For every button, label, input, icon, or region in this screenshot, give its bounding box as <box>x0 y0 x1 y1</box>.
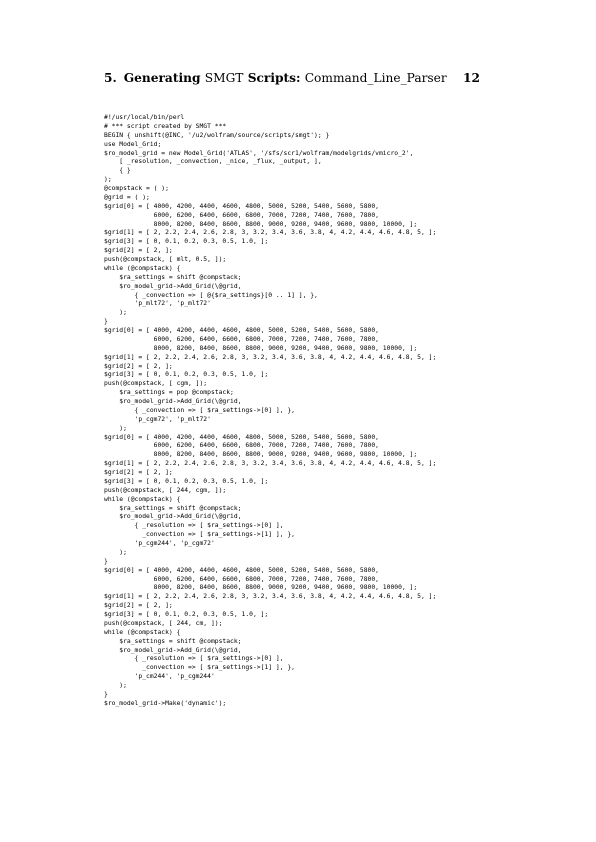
code-line: 6000, 6200, 6400, 6600, 6800, 7000, 7200, 7400, 7600, 7800, <box>104 442 379 450</box>
section-title-word: Generating <box>123 71 201 85</box>
code-line: $ro_model_grid = new Model_Grid('ATLAS', '/sfs/scr1/wolfram/modelgrids/vmicro_2', <box>104 149 414 157</box>
code-line: while (@compstack) { <box>104 628 181 636</box>
code-line: push(@compstack, [ 244, cgm, ]); <box>104 486 227 494</box>
page-number: 12 <box>463 71 480 85</box>
section-title-scripts: Scripts: <box>247 71 301 85</box>
code-line: 6000, 6200, 6400, 6600, 6800, 7000, 7200, 7400, 7600, 7800, <box>104 575 379 583</box>
section-number: 5. <box>104 71 117 85</box>
code-line: @grid = ( ); <box>104 193 150 201</box>
code-line: $grid[2] = [ 2, ]; <box>104 247 173 255</box>
code-line: $grid[3] = [ 0, 0.1, 0.2, 0.3, 0.5, 1.0, ]; <box>104 238 269 246</box>
code-line: { _resolution => [ $ra_settings->[0] ], <box>104 522 284 530</box>
code-line: while (@compstack) { <box>104 264 181 272</box>
code-line: # *** script created by SMGT *** <box>104 122 227 130</box>
code-line: 8000, 8200, 8400, 8600, 8800, 9000, 9200, 9400, 9600, 9800, 10000, ]; <box>104 584 418 592</box>
code-line: [ _resolution, _convection, _nice, _flux, _output, ], <box>104 158 322 166</box>
code-line: use Model_Grid; <box>104 140 162 148</box>
code-line: ); <box>104 424 127 432</box>
code-line: } <box>104 690 108 698</box>
code-line: $grid[0] = [ 4000, 4200, 4400, 4600, 4800, 5000, 5200, 5400, 5600, 5800, <box>104 566 379 574</box>
code-line: 6000, 6200, 6400, 6600, 6800, 7000, 7200, 7400, 7600, 7800, <box>104 335 379 343</box>
code-line: $grid[0] = [ 4000, 4200, 4400, 4600, 4800, 5000, 5200, 5400, 5600, 5800, <box>104 327 379 334</box>
code-line: ); <box>104 176 112 184</box>
code-line: } <box>104 557 108 565</box>
code-line: $grid[1] = [ 2, 2.2, 2.4, 2.6, 2.8, 3, 3.2, 3.4, 3.6, 3.8, 4, 4.2, 4.4, 4.6, 4.8, 5, ]; <box>104 353 437 361</box>
code-line: $ra_settings = shift @compstack; <box>104 637 242 645</box>
code-line: $ro_model_grid->Make('dynamic'); <box>104 699 227 707</box>
section-title-smgt: SMGT <box>204 71 244 85</box>
page-header <box>104 71 480 89</box>
code-line: $grid[1] = [ 2, 2.2, 2.4, 2.6, 2.8, 3, 3.2, 3.4, 3.6, 3.8, 4, 4.2, 4.4, 4.6, 4.8, 5, ]; <box>104 593 437 601</box>
code-line: _convection => [ $ra_settings->[1] ], }, <box>104 531 295 539</box>
code-line: 'p_cgm244', 'p_cgm72' <box>104 540 215 547</box>
code-line: ); <box>104 682 127 689</box>
perl-code-listing <box>104 114 496 709</box>
code-line: $grid[0] = [ 4000, 4200, 4400, 4600, 4800, 5000, 5200, 5400, 5600, 5800, <box>104 433 379 441</box>
code-line: } <box>104 318 108 326</box>
code-line: $grid[1] = [ 2, 2.2, 2.4, 2.6, 2.8, 3, 3.2, 3.4, 3.6, 3.8, 4, 4.2, 4.4, 4.6, 4.8, 5, ]; <box>104 460 437 468</box>
code-line: 8000, 8200, 8400, 8600, 8800, 9000, 9200, 9400, 9600, 9800, 10000, ]; <box>104 344 418 352</box>
code-line: $ro_model_grid->Add_Grid(\@grid, <box>104 646 242 654</box>
code-line: $grid[2] = [ 2, ]; <box>104 602 173 610</box>
code-line: @compstack = ( ); <box>104 185 169 192</box>
section-title <box>124 71 447 85</box>
section-title-parser: Command_Line_Parser <box>304 71 447 85</box>
code-line: #!/usr/local/bin/perl <box>104 114 185 121</box>
code-line: 6000, 6200, 6400, 6600, 6800, 7000, 7200, 7400, 7600, 7800, <box>104 211 379 219</box>
code-line: push(@compstack, [ mlt, 0.5, ]); <box>104 256 227 263</box>
code-line: ); <box>104 548 127 556</box>
code-line: BEGIN { unshift(@INC, '/u2/wolfram/source/scripts/smgt'); } <box>104 131 330 139</box>
code-line: $grid[3] = [ 0, 0.1, 0.2, 0.3, 0.5, 1.0, ]; <box>104 611 269 618</box>
code-line: $grid[0] = [ 4000, 4200, 4400, 4600, 4800, 5000, 5200, 5400, 5600, 5800, <box>104 202 379 210</box>
code-line: { } <box>104 167 131 175</box>
code-line: $grid[1] = [ 2, 2.2, 2.4, 2.6, 2.8, 3, 3.2, 3.4, 3.6, 3.8, 4, 4.2, 4.4, 4.6, 4.8, 5, ]; <box>104 229 437 237</box>
code-line: $ra_settings = pop @compstack; <box>104 389 234 397</box>
code-line: $ra_settings = shift @compstack; <box>104 273 242 281</box>
code-line: { _convection => [ @{$ra_settings}[0 .. 1] ], }, <box>104 291 318 299</box>
code-line: $grid[2] = [ 2, ]; <box>104 469 173 476</box>
code-line: while (@compstack) { <box>104 495 181 503</box>
code-line: $grid[2] = [ 2, ]; <box>104 362 173 370</box>
code-line: 8000, 8200, 8400, 8600, 8800, 9000, 9200, 9400, 9600, 9800, 10000, ]; <box>104 220 418 228</box>
code-line: 'p_mlt72', 'p_mlt72' <box>104 300 211 308</box>
code-line: { _convection => [ $ra_settings->[0] ], }, <box>104 406 295 414</box>
code-line: push(@compstack, [ 244, cm, ]); <box>104 619 223 627</box>
code-line: ); <box>104 309 127 317</box>
code-line: $ra_settings = shift @compstack; <box>104 504 242 512</box>
code-line: 'p_cm244', 'p_cgm244' <box>104 673 215 681</box>
code-line: { _resolution => [ $ra_settings->[0] ], <box>104 655 284 663</box>
code-line: 8000, 8200, 8400, 8600, 8800, 9000, 9200, 9400, 9600, 9800, 10000, ]; <box>104 451 418 459</box>
code-line: $grid[3] = [ 0, 0.1, 0.2, 0.3, 0.5, 1.0, ]; <box>104 371 269 379</box>
code-line: $ro_model_grid->Add_Grid(\@grid, <box>104 282 242 290</box>
code-line: 'p_cgm72', 'p_mlt72' <box>104 415 211 423</box>
code-line: push(@compstack, [ cgm, ]); <box>104 380 208 388</box>
code-line: _convection => [ $ra_settings->[1] ], }, <box>104 664 295 672</box>
code-line: $ro_model_grid->Add_Grid(\@grid, <box>104 513 242 521</box>
code-line: $ro_model_grid->Add_Grid(\@grid, <box>104 398 242 405</box>
code-line: $grid[3] = [ 0, 0.1, 0.2, 0.3, 0.5, 1.0, ]; <box>104 477 269 485</box>
